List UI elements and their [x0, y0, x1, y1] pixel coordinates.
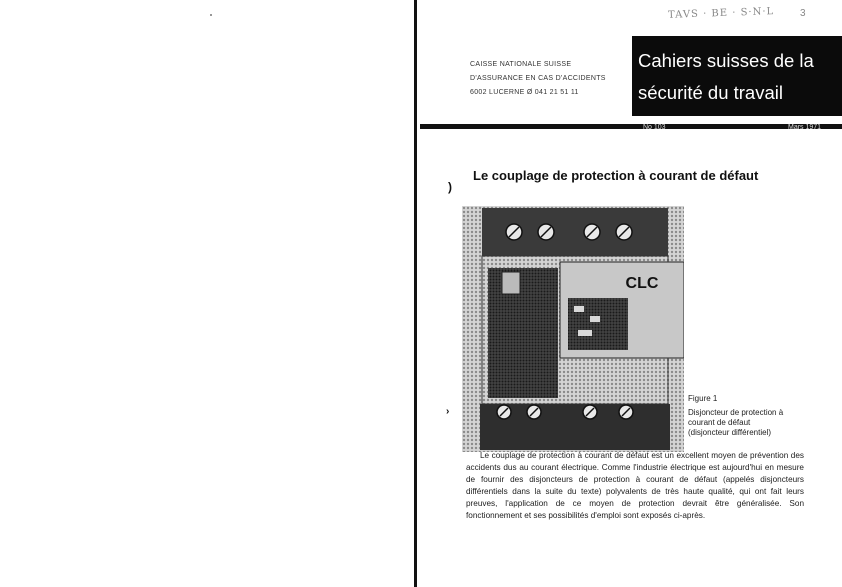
stamp-number: 3 [800, 8, 806, 19]
series-title-line-1: Cahiers suisses de la [638, 50, 814, 71]
publisher-line-2: D'ASSURANCE EN CAS D'ACCIDENTS [470, 75, 606, 82]
series-banner [632, 36, 842, 116]
figure-label: Figure 1 [688, 394, 718, 403]
received-stamp: TAVS · BE · S·N·L [667, 6, 775, 21]
caption-line-1: Disjoncteur de protection à [688, 408, 784, 417]
margin-mark-top: ) [448, 180, 452, 194]
caption-line-2: courant de défaut [688, 418, 751, 427]
left-blank-page [0, 0, 414, 587]
publisher-block [470, 58, 606, 100]
figure-caption [688, 394, 783, 438]
caption-line-3: (disjoncteur différentiel) [688, 428, 772, 437]
device-logo: CLC [625, 275, 659, 292]
scan-speck [210, 14, 212, 16]
series-title-line-2: sécurité du travail [638, 82, 783, 103]
margin-mark-bottom: › [446, 406, 450, 417]
publisher-line-1: CAISSE NATIONALE SUISSE [470, 61, 572, 68]
publisher-line-3: 6002 LUCERNE Ø 041 21 51 11 [470, 89, 579, 96]
issue-date: Mars 1971 [788, 124, 822, 131]
breaker-photo [462, 206, 684, 452]
intro-paragraph: Le couplage de protection à courant de défaut est un excellent moyen de prévention des accidents dus au courant électrique. Comme l'industrie électrique est aujourd'hui en mesure de fournir des disjoncteurs de protection à courant de défaut (appelés disjoncteurs différentiels dans la suite du texte) polyvalents de très haute qualité, qui ont fait leurs preuves, l'application de ce moyen de protection devrait être généralisée. Son fonctionnement et ses possibilités d'emploi sont exposés ci-après. [466, 451, 804, 520]
page-fold [414, 0, 417, 587]
header-rule [420, 124, 842, 129]
issue-number: No 103 [643, 124, 666, 131]
article-title: Le couplage de protection à courant de défaut [473, 168, 759, 183]
